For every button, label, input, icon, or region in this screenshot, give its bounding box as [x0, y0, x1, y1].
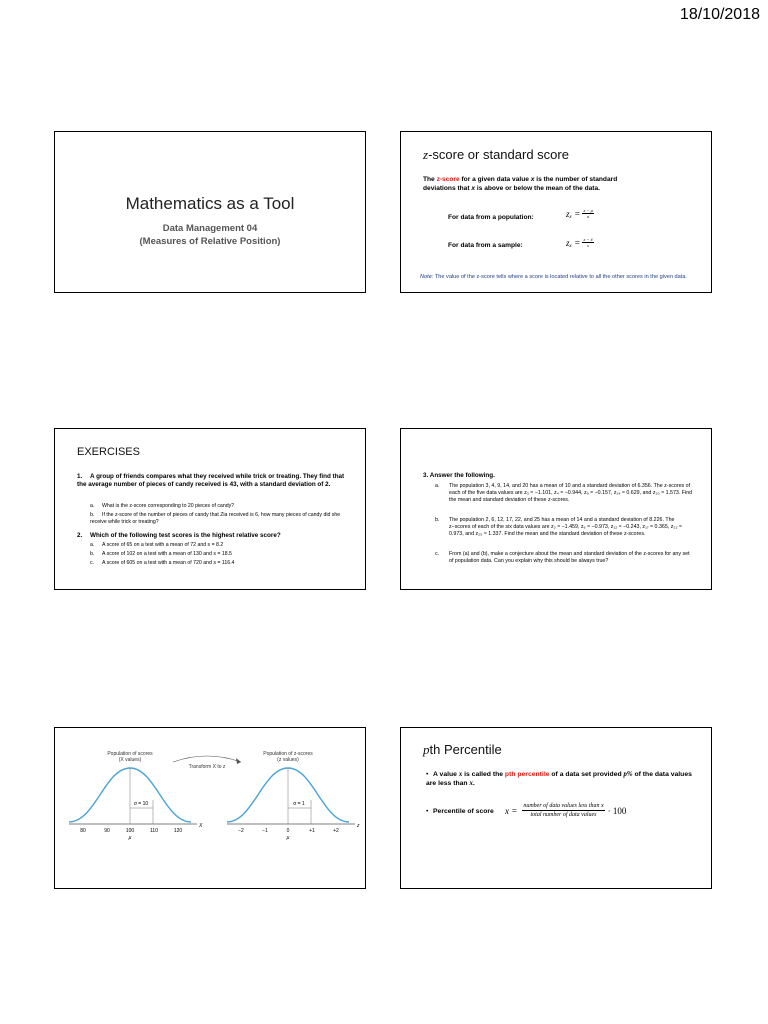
exercise-2c: c. A score of 605 on a test with a mean of 720 and s = 116.4 — [90, 560, 235, 566]
exercise-2b: b. A score of 102 on a test with a mean of 130 and s = 18.5 — [90, 551, 232, 557]
left-tick: 100 — [125, 828, 135, 834]
normal-curves-figure — [55, 728, 366, 889]
exercise-3a: a. The population 3, 4, 9, 14, and 20 has a mean of 10 and a standard deviation of 6.356. The z-scores of each of the five data values are z₃ ≈ −1.101, z₄ ≈ −0.944, z₉ ≈ −0.157, z₁₄ ≈ 0.629, and z₂₀ ≈ 1.573. Find the mean and standard deviation of these z-scores. — [435, 483, 693, 503]
exercise-1: 1. A group of friends compares what they received while trick or treating. They find that the average number of pieces of candy received is 43, with a standard deviation of 2. — [77, 473, 345, 489]
right-tick: −1 — [262, 828, 268, 834]
slide-normal-transform — [54, 727, 366, 889]
slide-heading: z-score or standard score — [423, 147, 569, 162]
arrow-label: Transform X to z — [188, 764, 226, 770]
zscore-note: Note: The value of the z-score tells where a score is located relative to all the other scores in the given data. — [420, 274, 687, 280]
exercise-3b: b. The population 2, 6, 12, 17, 22, and 25 has a mean of 14 and a standard deviation of 8.226. The z−scores of each of the six data values are z₂ ≈ −1.459, z₆ ≈ −0.973, z₁₂ ≈ −0.243, z₁₇ ≈ 0.365, z₂₂ ≈ 0.973, and z₂₅ ≈ 1.337. Find the mean and the standard deviation of these z-scores. — [435, 517, 682, 537]
right-mu-label: μ — [286, 835, 290, 841]
right-tick: −2 — [238, 828, 244, 834]
left-axis-label: X — [199, 823, 203, 829]
right-sigma-label: σ = 1 — [293, 801, 305, 807]
exercise-1b: b. If the z-score of the number of pieces of candy that Zia received is 6, how many pieces of candy did she receive while trick or treating? — [90, 512, 341, 525]
slide-zscore — [400, 131, 712, 293]
left-tick: 120 — [173, 828, 183, 834]
left-mu-label: μ — [128, 835, 132, 841]
exercise-2: 2. Which of the following test scores is the highest relative score? — [77, 532, 281, 539]
right-subtitle: (z values) — [277, 757, 299, 763]
population-formula: zₓ = $\frac{x - \mu}{\sigma}$ — [566, 208, 593, 219]
right-title: Population of z-scores — [263, 751, 313, 757]
page-date: 18/10/2018 — [679, 6, 760, 23]
transform-arrow — [173, 756, 241, 762]
right-tick: +1 — [309, 828, 315, 834]
left-sigma-label: σ = 10 — [133, 801, 149, 807]
left-tick: 90 — [104, 828, 110, 834]
slide-subtitle-2: (Measures of Relative Position) — [139, 236, 281, 247]
slide-exercises — [54, 428, 366, 590]
percentile-formula: x = $\frac{\text{number of data values less than x}}{\text{total number of data values}}$ · 100 — [505, 803, 627, 818]
sample-formula: zₓ = $\frac{x - x̄}{s}$ — [566, 237, 593, 248]
zscore-definition: The z-score for a given data value x is the number of standard deviations that x is above or below the mean of the data. — [423, 176, 618, 192]
right-axis-label: z — [357, 823, 360, 829]
left-subtitle: (X values) — [118, 757, 142, 763]
slide-exercise-3 — [400, 428, 712, 590]
percentile-definition: • A value x is called the pth percentile of a data set provided p% of the data values are less than x. — [426, 771, 692, 787]
left-title: Population of scores — [107, 751, 153, 757]
right-tick: +2 — [333, 828, 339, 834]
slide-heading: pth Percentile — [423, 742, 502, 757]
slide-percentile — [400, 727, 712, 889]
right-tick: 0 — [286, 828, 290, 834]
slide-heading: EXERCISES — [77, 446, 140, 458]
exercise-3: 3. Answer the following. — [423, 472, 495, 479]
percentile-formula-label: • Percentile of score — [426, 808, 494, 815]
arrow-head — [236, 758, 241, 764]
left-tick: 80 — [80, 828, 86, 834]
population-label: For data from a population: — [448, 214, 534, 221]
slide-title — [54, 131, 366, 293]
left-tick: 110 — [150, 828, 158, 834]
exercise-3c: c. From (a) and (b), make a conjecture about the mean and standard deviation of the z-scores for any set of population data. Can you explain why this should be always true? — [435, 551, 690, 564]
slide-subtitle: Data Management 04 — [162, 223, 258, 234]
exercise-2a: a. A score of 65 on a test with a mean of 72 and s = 8.2 — [90, 542, 224, 548]
exercise-1a: a. What is the z-score corresponding to 20 pieces of candy? — [90, 503, 235, 509]
slide-title-heading: Mathematics as a Tool — [125, 194, 295, 213]
sample-label: For data from a sample: — [448, 242, 523, 249]
